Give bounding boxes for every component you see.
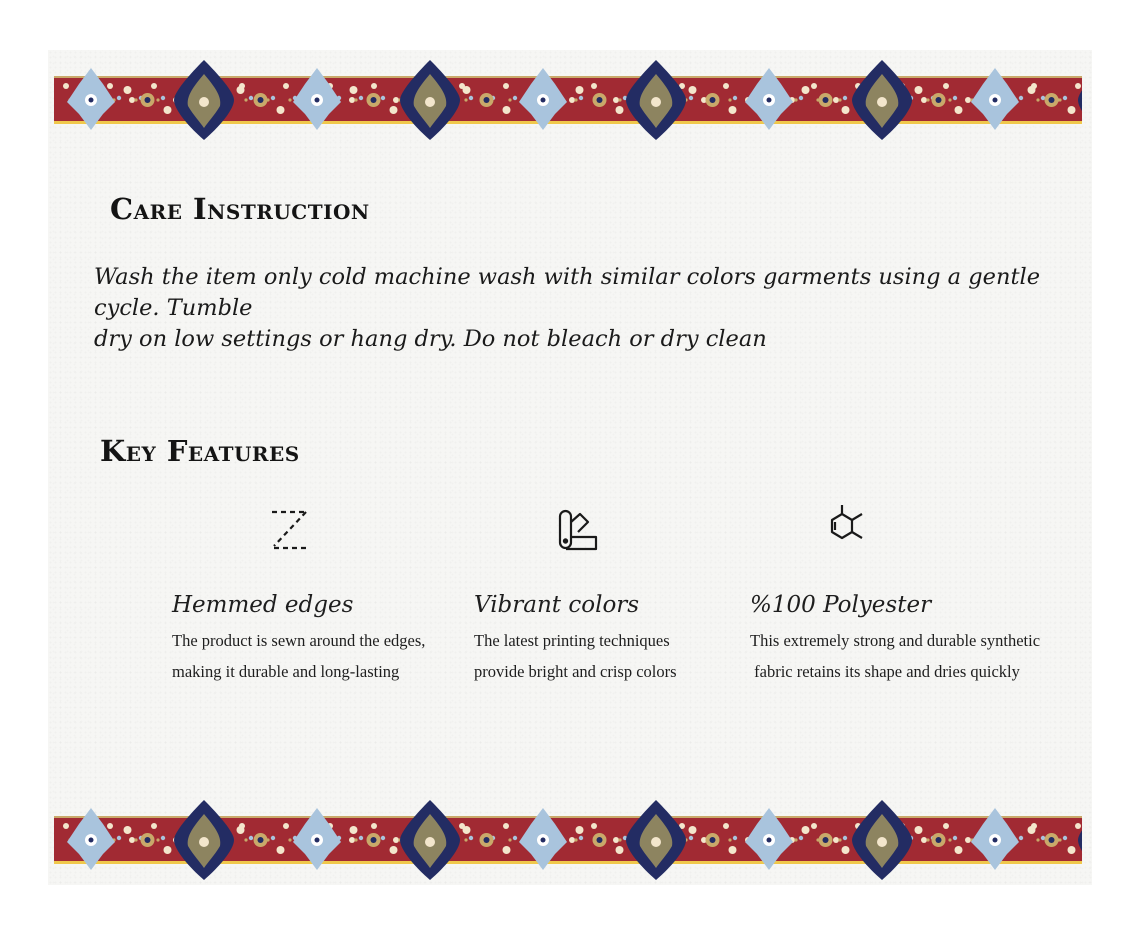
molecule-icon (824, 502, 868, 546)
care-instruction-text (94, 262, 1084, 355)
feature-title-vibrant-colors: Vibrant colors (474, 592, 640, 618)
ornamental-border-top (54, 58, 1082, 140)
feature-desc-line: making it durable and long-lasting (172, 662, 400, 681)
feature-title-hemmed-edges: Hemmed edges (172, 592, 354, 618)
color-swatch-icon (556, 508, 600, 552)
care-instruction-title: Care Instruction (110, 192, 370, 226)
care-line-2: dry on low settings or hang dry. Do not bleach or dry clean (94, 326, 767, 352)
feature-desc-line: provide bright and crisp colors (474, 662, 677, 681)
feature-desc-hemmed-edges (172, 625, 425, 687)
feature-desc-polyester (750, 625, 1040, 687)
care-line-1: Wash the item only cold machine wash with similar colors garments using a gentle cycle. Tumble (94, 264, 1041, 321)
feature-desc-line: This extremely strong and durable synthetic (750, 631, 1041, 650)
feature-desc-line: The product is sewn around the edges, (172, 631, 426, 650)
feature-title-polyester: %100 Polyester (750, 592, 932, 618)
stitch-z-icon (268, 508, 312, 552)
feature-desc-line: fabric retains its shape and dries quickly (750, 662, 1020, 681)
feature-desc-vibrant-colors (474, 625, 677, 687)
feature-desc-line: The latest printing techniques (474, 631, 670, 650)
ornamental-border-bottom (54, 800, 1082, 882)
key-features-title: Key Features (100, 434, 300, 468)
